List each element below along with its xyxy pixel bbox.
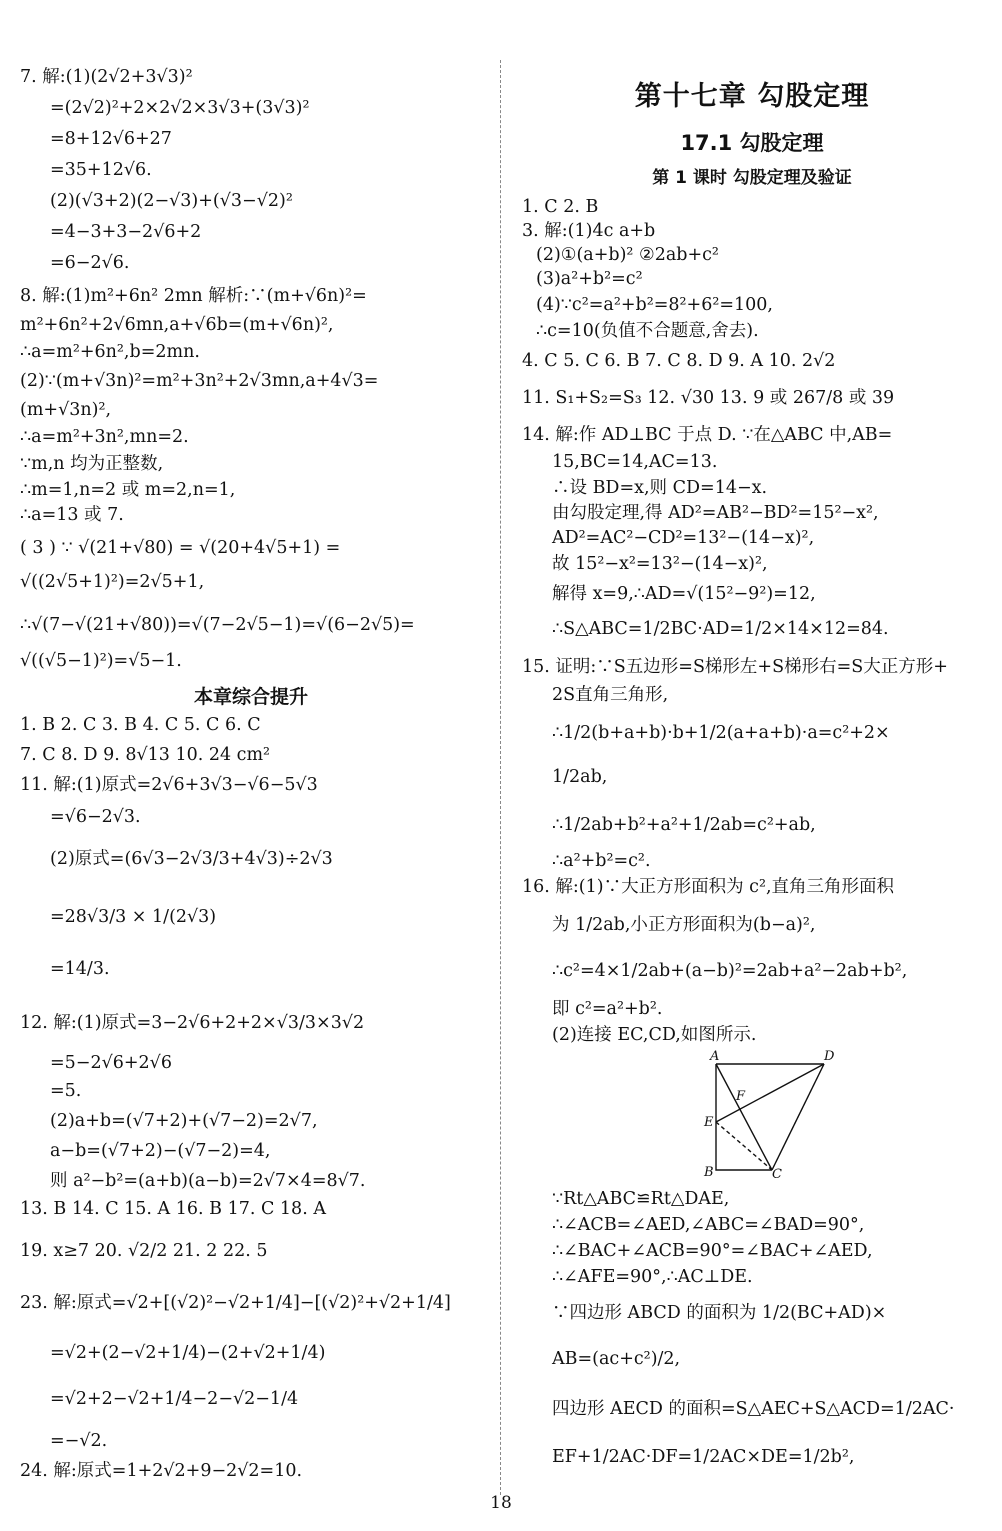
answer-line: 4. C 5. C 6. B 7. C 8. D 9. A 10. 2√2 bbox=[522, 351, 836, 371]
answer-line: =−√2. bbox=[50, 1431, 108, 1451]
answer-line: 为 1/2ab,小正方形面积为(b−a)², bbox=[552, 915, 816, 935]
answer-line: a−b=(√7+2)−(√7−2)=4, bbox=[50, 1141, 271, 1161]
figure-label-f: F bbox=[736, 1089, 746, 1104]
answer-line: 7. 解:(1)(2√2+3√3)² bbox=[20, 67, 193, 87]
answer-line: (2)原式=(6√3−2√3/3+4√3)÷2√3 bbox=[50, 849, 333, 869]
trapezoid-figure bbox=[700, 1048, 840, 1178]
answer-line: ∴∠BAC+∠ACB=90°=∠BAC+∠AED, bbox=[552, 1241, 873, 1261]
figure-label-c: C bbox=[772, 1167, 782, 1178]
answer-line: 四边形 AECD 的面积=S△AEC+S△ACD=1/2AC· bbox=[552, 1399, 955, 1419]
answer-line: ∴1/2ab+b²+a²+1/2ab=c²+ab, bbox=[552, 815, 816, 835]
answer-line: 15,BC=14,AC=13. bbox=[552, 452, 718, 472]
chapter-title: 第十七章 勾股定理 bbox=[634, 81, 870, 112]
answer-line: AD²=AC²−CD²=13²−(14−x)², bbox=[552, 528, 815, 548]
answer-line: ∵Rt△ABC≌Rt△DAE, bbox=[552, 1189, 730, 1209]
answer-line: (2)①(a+b)² ②2ab+c² bbox=[536, 245, 719, 265]
answer-line: =√2+(2−√2+1/4)−(2+√2+1/4) bbox=[50, 1343, 326, 1363]
answer-line: 1. C 2. B bbox=[522, 197, 599, 217]
answer-line: =4−3+3−2√6+2 bbox=[50, 222, 202, 242]
answer-line: ∴∠AFE=90°,∴AC⊥DE. bbox=[552, 1267, 753, 1287]
section-title: 17.1 勾股定理 bbox=[680, 131, 824, 155]
answer-line: ∴a=m²+3n²,mn=2. bbox=[20, 427, 189, 447]
figure-label-b: B bbox=[704, 1165, 714, 1178]
answer-line: =8+12√6+27 bbox=[50, 129, 172, 149]
answer-line: ∴c²=4×1/2ab+(a−b)²=2ab+a²−2ab+b², bbox=[552, 961, 908, 981]
figure-label-e: E bbox=[704, 1115, 714, 1130]
answer-line: =5−2√6+2√6 bbox=[50, 1053, 172, 1073]
answer-line: ∵四边形 ABCD 的面积为 1/2(BC+AD)× bbox=[552, 1303, 887, 1323]
lesson-title: 第 1 课时 勾股定理及验证 bbox=[652, 168, 852, 188]
answer-line: 1/2ab, bbox=[552, 767, 608, 787]
answer-line: ∴1/2(b+a+b)·b+1/2(a+a+b)·a=c²+2× bbox=[552, 723, 890, 743]
answer-line: ∴m=1,n=2 或 m=2,n=1, bbox=[20, 480, 236, 500]
answer-line: (3)a²+b²=c² bbox=[536, 269, 643, 289]
answer-line: 即 c²=a²+b². bbox=[552, 999, 663, 1019]
answer-line: 13. B 14. C 15. A 16. B 17. C 18. A bbox=[20, 1199, 326, 1219]
answer-line: 14. 解:作 AD⊥BC 于点 D. ∵在△ABC 中,AB= bbox=[522, 425, 893, 445]
answer-line: 3. 解:(1)4c a+b bbox=[522, 221, 656, 241]
answer-line: 11. 解:(1)原式=2√6+3√3−√6−5√3 bbox=[20, 775, 318, 795]
answer-line: 2S直角三角形, bbox=[552, 685, 669, 705]
answer-line: 则 a²−b²=(a+b)(a−b)=2√7×4=8√7. bbox=[50, 1171, 366, 1191]
answer-line: ∴c=10(负值不合题意,舍去). bbox=[536, 321, 759, 341]
answer-line: (2)∵(m+√3n)²=m²+3n²+2√3mn,a+4√3= bbox=[20, 371, 379, 391]
answer-line: =5. bbox=[50, 1081, 82, 1101]
figure-segment-cd-dashed bbox=[772, 1064, 824, 1170]
answer-line: 解得 x=9,∴AD=√(15²−9²)=12, bbox=[552, 584, 816, 604]
answer-line: AB=(ac+c²)/2, bbox=[552, 1349, 681, 1369]
answer-line: 由勾股定理,得 AD²=AB²−BD²=15²−x², bbox=[552, 503, 879, 523]
answer-line: ∴a=m²+6n²,b=2mn. bbox=[20, 342, 200, 362]
review-heading: 本章综合提升 bbox=[193, 686, 308, 708]
answer-line: 8. 解:(1)m²+6n² 2mn 解析:∵(m+√6n)²= bbox=[20, 286, 367, 306]
answer-line: 24. 解:原式=1+2√2+9−2√2=10. bbox=[20, 1461, 303, 1481]
answer-line: 15. 证明:∵S五边形=S梯形左+S梯形右=S大正方形+ bbox=[522, 657, 948, 677]
answer-line: =(2√2)²+2×2√2×3√3+(3√3)² bbox=[50, 98, 310, 118]
answer-line: ( 3 ) ∵ √(21+√80) = √(20+4√5+1) = bbox=[20, 538, 341, 558]
answer-line: =√2+2−√2+1/4−2−√2−1/4 bbox=[50, 1389, 299, 1409]
answer-line: ∵m,n 均为正整数, bbox=[20, 454, 164, 474]
answer-line: =14/3. bbox=[50, 959, 110, 979]
answer-line: m²+6n²+2√6mn,a+√6b=(m+√6n)², bbox=[20, 315, 334, 335]
figure-segment-de bbox=[716, 1064, 824, 1122]
answer-line: ∴√(7−√(21+√80))=√(7−2√5−1)=√(6−2√5)= bbox=[20, 615, 415, 635]
answer-line: (2)(√3+2)(2−√3)+(√3−√2)² bbox=[50, 191, 293, 211]
answer-line: =28√3/3 × 1/(2√3) bbox=[50, 907, 217, 927]
answer-line: ∴S△ABC=1/2BC·AD=1/2×14×12=84. bbox=[552, 619, 889, 639]
answer-line: ∴设 BD=x,则 CD=14−x. bbox=[552, 478, 768, 498]
answer-line: 11. S₁+S₂=S₃ 12. √30 13. 9 或 267/8 或 39 bbox=[522, 388, 895, 408]
answer-line: (2)连接 EC,CD,如图所示. bbox=[552, 1025, 757, 1045]
answer-line: 故 15²−x²=13²−(14−x)², bbox=[552, 554, 768, 574]
answer-line: 16. 解:(1)∵大正方形面积为 c²,直角三角形面积 bbox=[522, 877, 895, 897]
page-number: 18 bbox=[490, 1493, 512, 1513]
answer-line: =35+12√6. bbox=[50, 160, 152, 180]
answer-line: ∴a=13 或 7. bbox=[20, 505, 124, 525]
answer-line: =√6−2√3. bbox=[50, 807, 141, 827]
answer-line: 23. 解:原式=√2+[(√2)²−√2+1/4]−[(√2)²+√2+1/4] bbox=[20, 1293, 451, 1313]
figure-segment-ec bbox=[716, 1122, 772, 1170]
answer-line: (m+√3n)², bbox=[20, 400, 112, 420]
answer-line: (2)a+b=(√7+2)+(√7−2)=2√7, bbox=[50, 1111, 318, 1131]
answer-line: 19. x≥7 20. √2/2 21. 2 22. 5 bbox=[20, 1241, 268, 1261]
answer-line: 7. C 8. D 9. 8√13 10. 24 cm² bbox=[20, 745, 271, 765]
answer-line: =6−2√6. bbox=[50, 253, 130, 273]
answer-line: 1. B 2. C 3. B 4. C 5. C 6. C bbox=[20, 715, 261, 735]
answer-line: √((√5−1)²)=√5−1. bbox=[20, 651, 182, 671]
answer-line: (4)∵c²=a²+b²=8²+6²=100, bbox=[536, 295, 773, 315]
answer-line: ∴∠ACB=∠AED,∠ABC=∠BAD=90°, bbox=[552, 1215, 865, 1235]
answer-line: ∴a²+b²=c². bbox=[552, 851, 651, 871]
answer-line: EF+1/2AC·DF=1/2AC×DE=1/2b², bbox=[552, 1447, 855, 1467]
answer-line: √((2√5+1)²)=2√5+1, bbox=[20, 572, 205, 592]
figure-label-d: D bbox=[824, 1049, 835, 1064]
figure-label-a: A bbox=[710, 1049, 720, 1064]
answer-line: 12. 解:(1)原式=3−2√6+2+2×√3/3×3√2 bbox=[20, 1013, 365, 1033]
column-divider bbox=[500, 60, 501, 1495]
